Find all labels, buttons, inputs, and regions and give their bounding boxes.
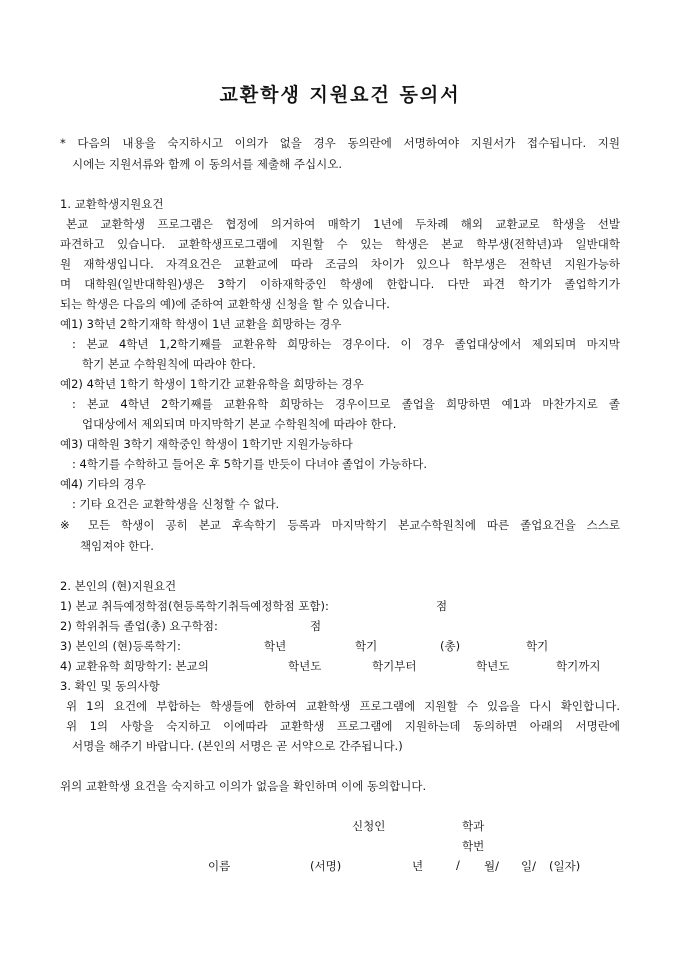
section2-item4-label: 4) 교환유학 희망학기: 본교의 xyxy=(60,659,209,673)
example3-body: : 4학기를 수학하고 들어온 후 5학기를 반듯이 다녀야 졸업이 가능하다. xyxy=(72,457,428,471)
student-number-label: 학번 xyxy=(462,839,485,853)
section2-item4-from-semester-unit: 학기부터 xyxy=(372,659,417,673)
section2-item1-label: 1) 본교 취득예정학점(현등록학기취득예정학점 포함): xyxy=(60,599,329,613)
name-label: 이름 xyxy=(208,859,231,873)
section3-para2-line-2: 서명을 해주기 바랍니다. (본인의 서명은 곧 서약으로 간주됩니다.) xyxy=(72,739,403,753)
section2-item3-semester-unit: 학기 xyxy=(355,639,378,653)
date-separator: / xyxy=(456,858,460,872)
section1-note-line-1: ※ 모든 학생이 공히 본교 후속학기 등록과 마지막학기 본교수학원칙에 따른 졸업요건을 스스로 xyxy=(60,518,620,532)
section2-item3-total-semester-unit: 학기 xyxy=(526,639,549,653)
signature-label: (서명) xyxy=(310,859,342,873)
section3-para1: 위 1의 요건에 부합하는 학생들에 한하여 교환학생 프로그램에 지원할 수 있음을 다시 확인합니다. xyxy=(66,699,620,713)
section1-para-line-2: 파견하고 있습니다. 교환학생프로그램에 지원할 수 있는 학생은 본교 학부생(전학년)과 일반대학 xyxy=(60,237,620,251)
section2-item2-unit: 점 xyxy=(310,619,322,633)
section2-item1-unit: 점 xyxy=(436,599,448,613)
date-month-label: 월/ xyxy=(484,859,499,873)
section2-item4-to-semester-unit: 학기까지 xyxy=(556,659,601,673)
section2-heading: 2. 본인의 (현)지원요건 xyxy=(60,579,177,593)
department-label: 학과 xyxy=(462,819,485,833)
agreement-statement: 위의 교환학생 요건을 숙지하고 이의가 없음을 확인하며 이에 동의합니다. xyxy=(60,779,427,793)
section3-heading: 3. 확인 및 동의사항 xyxy=(60,679,160,693)
example2-body-line-2: 업대상에서 제외되며 마지막학기 본교 수학원칙에 따라야 한다. xyxy=(82,417,397,431)
section1-note-line-2: 책임져야 한다. xyxy=(80,539,154,553)
applicant-label: 신청인 xyxy=(352,819,386,833)
date-year-label: 년 xyxy=(412,859,424,873)
section2-item3-grade-unit: 학년 xyxy=(264,639,287,653)
example2-body-line-1: : 본교 4학년 2학기째를 교환유학 희망하는 경우이므로 졸업을 희망하면 예1과 마찬가지로 졸 xyxy=(72,397,620,411)
example3-title: 예3) 대학원 3학기 재학중인 학생이 1학기만 지원가능하다 xyxy=(60,437,353,451)
example1-body-line-1: : 본교 4학년 1,2학기째를 교환유학 희망하는 경우이다. 이 경우 졸업대상에서 제외되며 마지막 xyxy=(72,337,620,351)
section1-para-line-1: 본교 교환학생 프로그램은 협정에 의거하여 매학기 1년에 두차례 해외 교환교로 학생을 선발 xyxy=(66,217,620,231)
notice-line-1: * 다음의 내용을 숙지하시고 이의가 없을 경우 동의란에 서명하여야 지원서가 접수됩니다. 지원 xyxy=(60,136,620,150)
section3-para2-line-1: 위 1의 사항을 숙지하고 이에따라 교환학생 프로그램에 지원하는데 동의하면 아래의 서명란에 xyxy=(66,719,620,733)
section2-item2-label: 2) 학위취득 졸업(총) 요구학점: xyxy=(60,619,218,633)
example1-title: 예1) 3학년 2학기재학 학생이 1년 교환을 희망하는 경우 xyxy=(60,317,342,331)
example1-body-line-2: 학기 본교 수학원칙에 따라야 한다. xyxy=(82,357,256,371)
section1-para-line-5: 되는 학생은 다음의 예)에 준하여 교환학생 신청을 할 수 있습니다. xyxy=(60,297,390,311)
date-day-label: 일/ xyxy=(521,859,536,873)
notice-line-2: 시에는 지원서류와 함께 이 동의서를 제출해 주십시오. xyxy=(72,157,342,171)
section2-item3-label: 3) 본인의 (현)등록학기: xyxy=(60,639,181,653)
date-label: (일자) xyxy=(549,859,581,873)
section2-item4-to-year-unit: 학년도 xyxy=(476,659,510,673)
section1-para-line-3: 원 재학생입니다. 자격요건은 교환교에 따라 조금의 차이가 있으나 학부생은 전학년 지원가능하 xyxy=(60,257,620,271)
example4-body: : 기타 요건은 교환학생을 신청할 수 없다. xyxy=(72,497,280,511)
section1-heading: 1. 교환학생지원요건 xyxy=(60,197,164,211)
example4-title: 예4) 기타의 경우 xyxy=(60,477,146,491)
section2-item4-from-year-unit: 학년도 xyxy=(288,659,322,673)
section2-item3-total-unit: (총) xyxy=(440,639,461,653)
example2-title: 예2) 4학년 1학기 학생이 1학기간 교환유학을 희망하는 경우 xyxy=(60,377,364,391)
section1-para-line-4: 며 대학원(일반대학원)생은 3학기 이하재학중인 학생에 한합니다. 다만 파견 학기가 졸업학기가 xyxy=(60,277,620,291)
document-title: 교환학생 지원요건 동의서 xyxy=(219,84,461,106)
